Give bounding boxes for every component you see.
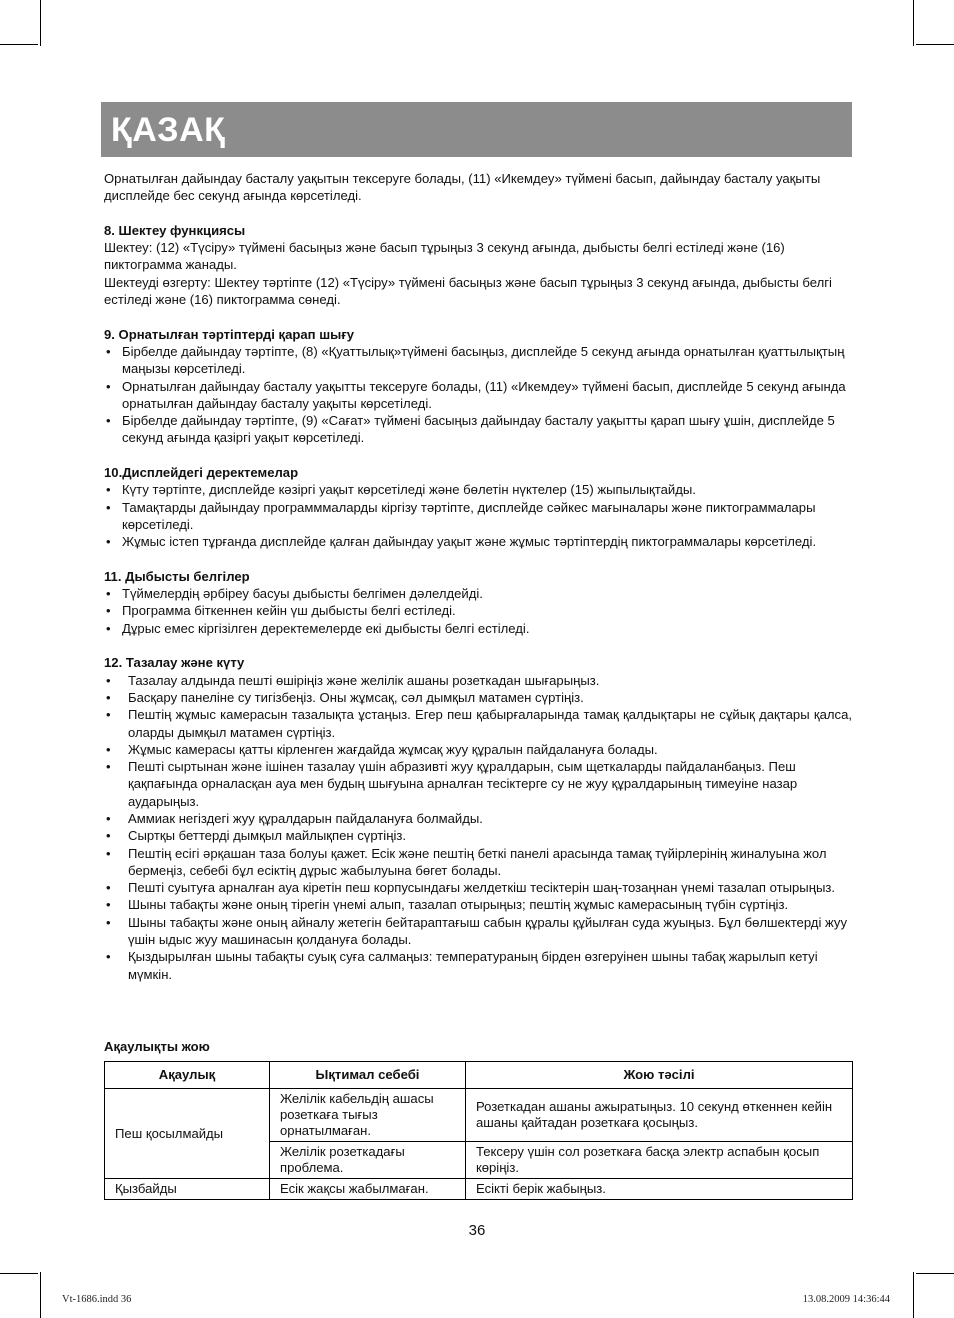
cell-cause: Есік жақсы жабылмаған. xyxy=(270,1179,466,1200)
crop-mark xyxy=(913,0,914,46)
list-item: • Қыздырылған шыны табақты суық суға салмаңыз: температураның бірден өзгеруінен шыны табақ жарылып кетуі мүмкін. xyxy=(104,948,852,983)
list-item: • Пешті сыртынан және ішінен тазалау үшін абразивті жуу құралдарын, сым щеткаларды пайдаланбаңыз. Пеш қақпағында орналасқан ауа мен будың шығуына арналған тесіктерге су не жуу құралдарының тимеуіне назар аударыңыз. xyxy=(104,758,852,810)
crop-mark xyxy=(916,44,954,45)
list-item: • Дұрыс емес кіргізілген деректемелерде екі дыбысты белгі естіледі. xyxy=(104,620,852,637)
table-header-row xyxy=(105,1062,853,1089)
bullet-list xyxy=(104,343,852,447)
cell-problem: Пеш қосылмайды xyxy=(105,1089,270,1179)
list-item: • Күту тәртіпте, дисплейде кәзіргі уақыт көрсетіледі және бөлетін нүктелер (15) жыпылықтайды. xyxy=(104,481,852,498)
cell-problem: Қызбайды xyxy=(105,1179,270,1200)
cell-cause: Желілік кабельдің ашасы розеткаға тығыз орнатылмаған. xyxy=(270,1089,466,1142)
crop-mark xyxy=(40,0,41,46)
bullet-list xyxy=(104,672,852,983)
paragraph: Шектеу: (12) «Түсіру» түймені басыңыз және басып тұрыңыз 3 секунд ағында, дыбысты белгі естіледі және (16) пиктограмма жанады. xyxy=(104,240,785,273)
crop-mark xyxy=(916,1273,954,1274)
list-item: • Пешті суытуға арналған ауа кіретін пеш корпусындағы желдеткіш тесіктерін шаң-тозаңнан үнемі тазалап отырыңыз. xyxy=(104,879,852,896)
crop-mark xyxy=(0,44,38,45)
section-heading: 8. Шектеу функциясы xyxy=(104,222,246,238)
list-item: • Бірбелде дайындау тәртіпте, (8) «Қуаттылық»түймені басыңыз, дисплейде 5 секунд ағында орнатылған қуаттылықтың маңызы көрсетіледі. xyxy=(104,343,852,378)
column-header-problem: Ақаулық xyxy=(105,1062,270,1089)
list-item: • Шыны табақты және оның тірегін үнемі алып, тазалап отырыңыз; пештің жұмыс камерасының түбін сүртіңіз. xyxy=(104,896,852,913)
list-item: • Орнатылған дайындау басталу уақытты тексеруге болады, (11) «Икемдеу» түймені басып, дисплейде 5 секунд ағында орнатылған дайындау басталу уақыты көрсетіледі. xyxy=(104,378,852,413)
list-item: • Тамақтарды дайындау программмаларды кіргізу тәртіпте, дисплейде сәйкес мағыналары және пиктограммалары көрсетіледі. xyxy=(104,499,852,534)
list-item: • Бірбелде дайындау тәртіпте, (9) «Сағат» түймені басыңыз дайындау басталу уақытты қарап шығу ұшін, дисплейде 5 секунд ағында қазіргі уақыт көрсетіледі. xyxy=(104,412,852,447)
language-banner: ҚАЗАҚ xyxy=(101,102,852,157)
page-number: 36 xyxy=(468,1222,486,1239)
section-heading: 12. Тазалау және күту xyxy=(104,655,245,671)
list-item: • Жұмыс камерасы қатты кірленген жағдайда жұмсақ жуу құралын пайдалануға болады. xyxy=(104,741,852,758)
list-item: • Сыртқы беттерді дымқыл майлықпен сүртіңіз. xyxy=(104,827,852,844)
list-item: • Аммиак негіздегі жуу құралдарын пайдалануға болмайды. xyxy=(104,810,852,827)
section-heading: 10.Дисплейдегі деректемелар xyxy=(104,465,299,481)
list-item: • Жұмыс істеп тұрғанда дисплейде қалған дайындау уақыт және жұмыс тәртіптердің пиктограммалары көрсетіледі. xyxy=(104,533,852,550)
intro-paragraph: Орнатылған дайындау басталу уақытын тексеруге болады, (11) «Икемдеу» түймені басып, дайындау басталу уақыты дисплейде бес секунд ағында көрсетіледі. xyxy=(104,171,821,204)
cell-cause: Желілік розеткадағы проблема. xyxy=(270,1142,466,1179)
date-slug: 13.08.2009 14:36:44 xyxy=(802,1294,890,1305)
crop-mark xyxy=(40,1272,41,1318)
file-slug: Vt-1686.indd 36 xyxy=(62,1294,132,1305)
crop-mark xyxy=(0,1273,38,1274)
column-header-solution: Жою тәсілі xyxy=(466,1062,853,1089)
list-item: • Пештің есігі әрқашан таза болуы қажет. Есік және пештің беткі панелі арасында тамақ түйірлерінің жиналуына жол бермеңіз, себебі бұл есіктің дұрыс жабылуына бөгет болады. xyxy=(104,845,852,880)
bullet-list xyxy=(104,585,852,637)
section-heading: 9. Орнатылған тәртіптерді қарап шығу xyxy=(104,326,355,342)
cell-solution: Есікті берік жабыңыз. xyxy=(466,1179,853,1200)
troubleshooting-title: Ақаулықты жою xyxy=(104,1039,210,1054)
section-heading: 11. Дыбысты белгілер xyxy=(104,568,250,584)
bullet-list xyxy=(104,481,852,550)
manual-content xyxy=(104,170,852,983)
crop-mark xyxy=(913,1272,914,1318)
list-item: • Пештің жұмыс камерасын тазалықта ұстаңыз. Егер пеш қабырғаларында тамақ қалдықтары не сұйық дақтары қалса, оларды дымқыл матамен сүртіңіз. xyxy=(104,706,852,741)
list-item: • Басқару панеліне су тигізбеңіз. Оны жұмсақ, сәл дымқыл матамен сүртіңіз. xyxy=(104,689,852,706)
list-item: • Түймелердің әрбіреу басуы дыбысты белгімен дәлелдейді. xyxy=(104,585,852,602)
paragraph: Шектеуді өзгерту: Шектеу тәртіпте (12) «Түсіру» түймені басыңыз және басып тұрыңыз 3 секунд ағында, дыбысты белгі естіледі және (16) пиктограмма сөнеді. xyxy=(104,274,832,308)
troubleshooting-table xyxy=(104,1061,853,1200)
table-row xyxy=(105,1179,853,1200)
column-header-cause: Ықтимал себебі xyxy=(270,1062,466,1089)
list-item: • Шыны табақты және оның айналу жетегін бейтараптағыш сабын құралы құйылған суда жуыңыз. Бұл бөлшектерді жуу үшін ыдыс жуу машинасын қолдануға болады. xyxy=(104,914,852,949)
list-item: • Тазалау алдында пешті өшіріңіз және желілік ашаны розеткадан шығарыңыз. xyxy=(104,672,852,689)
cell-solution: Розеткадан ашаны ажыратыңыз. 10 секунд өткеннен кейін ашаны қайтадан розеткаға қосыңыз. xyxy=(466,1089,853,1142)
cell-solution: Тексеру үшін сол розеткаға басқа электр аспабын қосып көріңіз. xyxy=(466,1142,853,1179)
list-item: • Программа біткеннен кейін үш дыбысты белгі естіледі. xyxy=(104,602,852,619)
table-row xyxy=(105,1089,853,1142)
